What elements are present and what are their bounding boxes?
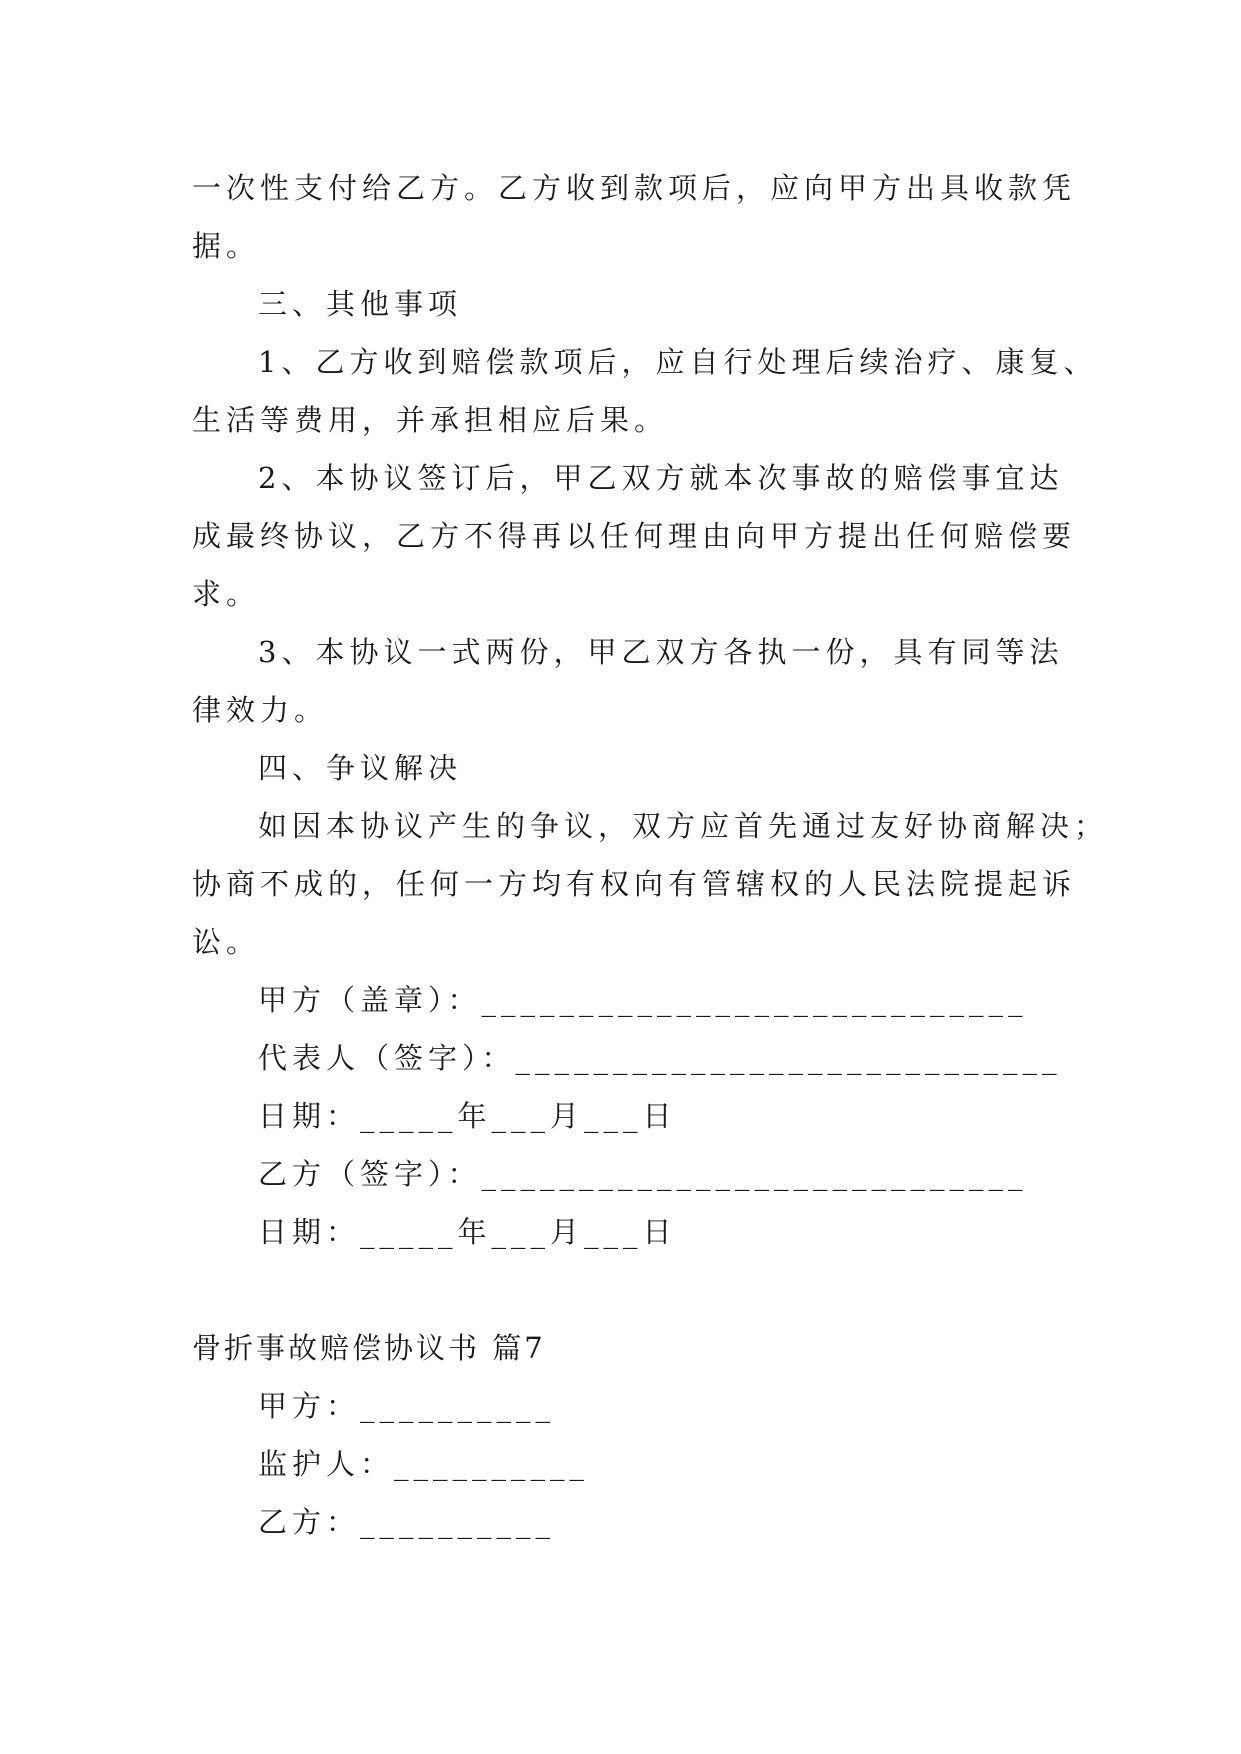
signature-line: 代表人（签字）：____________________________ (258, 1041, 1062, 1075)
paragraph-line: 讼。 (192, 925, 261, 959)
paragraph-line: 2、本协议签订后，甲乙双方就本次事故的赔偿事宜达 (258, 461, 1064, 495)
paragraph-line: 律效力。 (192, 693, 329, 727)
signature-line: 甲方（盖章）：____________________________ (258, 983, 1028, 1017)
paragraph-line: 生活等费用，并承担相应后果。 (192, 403, 669, 437)
document-title: 骨折事故赔偿协议书 篇7 (192, 1331, 546, 1365)
section-heading: 三、其他事项 (258, 287, 463, 321)
paragraph-line: 求。 (192, 577, 261, 611)
signature-line: 乙方（签字）：____________________________ (258, 1157, 1028, 1191)
party-line: 乙方：__________ (258, 1505, 556, 1539)
paragraph-line: 3、本协议一式两份，甲乙双方各执一份，具有同等法 (258, 635, 1064, 669)
party-line: 甲方：__________ (258, 1389, 556, 1423)
date-line: 日期：_____年___月___日 (258, 1099, 677, 1133)
section-heading: 四、争议解决 (258, 751, 463, 785)
paragraph-line: 1、乙方收到赔偿款项后，应自行处理后续治疗、康复、 (258, 345, 1098, 379)
paragraph-line: 据。 (192, 229, 261, 263)
paragraph-line: 一次性支付给乙方。乙方收到款项后，应向甲方出具收款凭 (192, 171, 1077, 205)
paragraph-line: 协商不成的，任何一方均有权向有管辖权的人民法院提起诉 (192, 867, 1077, 901)
paragraph-line: 成最终协议，乙方不得再以任何理由向甲方提出任何赔偿要 (192, 519, 1077, 553)
paragraph-line: 如因本协议产生的争议，双方应首先通过友好协商解决； (258, 809, 1109, 843)
date-line: 日期：_____年___月___日 (258, 1215, 677, 1249)
party-line: 监护人：__________ (258, 1447, 590, 1481)
